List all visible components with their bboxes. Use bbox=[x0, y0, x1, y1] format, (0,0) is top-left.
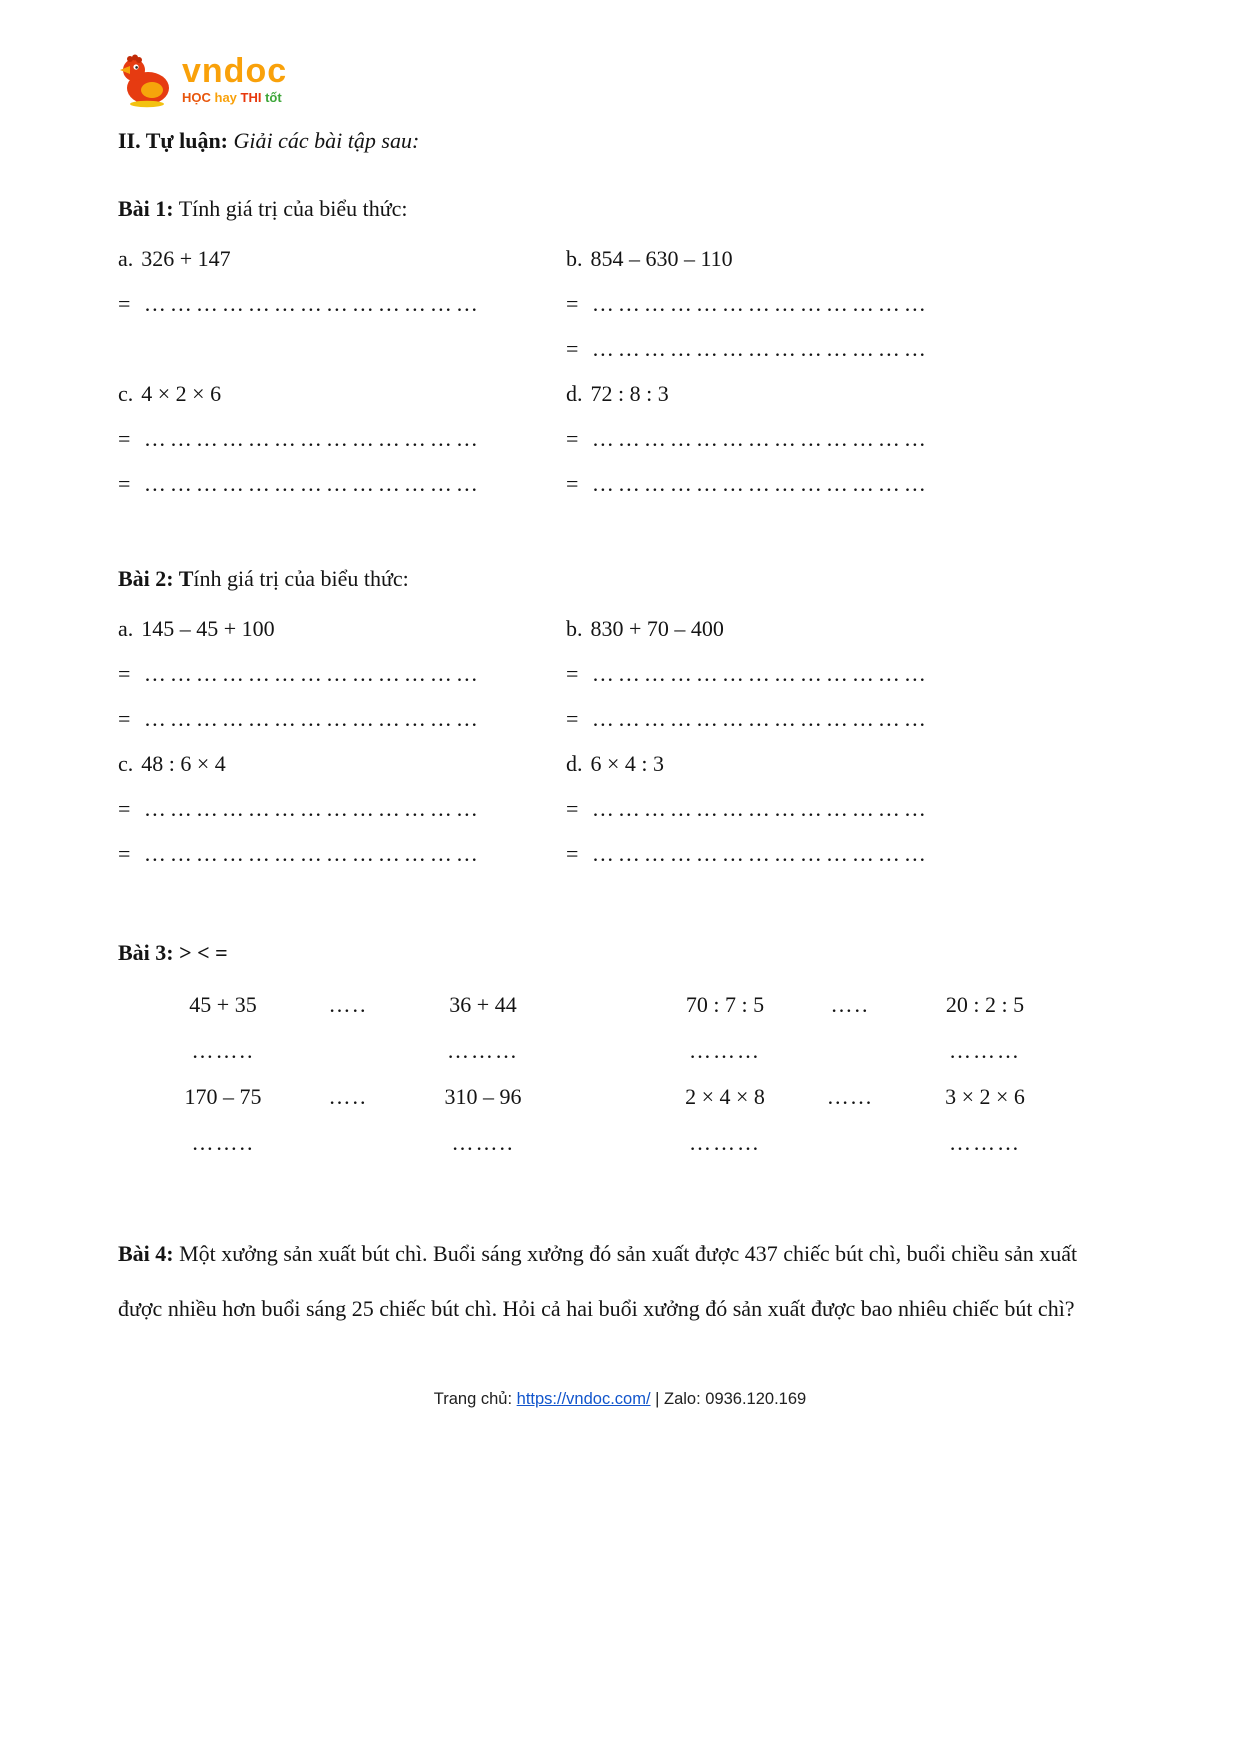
bai2-title bbox=[118, 566, 1122, 592]
comparison-expression: 3 × 2 × 6 bbox=[945, 1084, 1025, 1109]
expression: 6 × 4 : 3 bbox=[590, 751, 665, 776]
answer-line: = ………………………………… bbox=[566, 796, 930, 821]
item-label: c. bbox=[118, 381, 134, 406]
spacer-cell bbox=[800, 1028, 900, 1074]
comparison-expression: 310 – 96 bbox=[444, 1084, 522, 1109]
expression-line bbox=[118, 606, 566, 651]
bai1-title-label: Bài 1: bbox=[118, 196, 174, 221]
bai4-text: Một xưởng sản xuất bút chì. Buổi sáng xưởng đó sản xuất được 437 chiếc bút chì, buổi chiều sản xuất được nhiều hơn buổi sáng 25 chiếc bút chì. Hỏi cả hai buổi xưởng đó sản xuất được bao nhiêu chiếc bút chì? bbox=[118, 1241, 1078, 1321]
answer-line: = ………………………………… bbox=[118, 796, 482, 821]
answer-line: = ………………………………… bbox=[118, 426, 482, 451]
exercise-item-1c bbox=[118, 371, 566, 506]
expression: 854 – 630 – 110 bbox=[590, 246, 733, 271]
exercise-item-2c bbox=[118, 741, 566, 876]
expression-line bbox=[118, 371, 566, 416]
item-label: a. bbox=[118, 246, 134, 271]
section-heading bbox=[118, 128, 1122, 154]
answer-blank: ……… bbox=[689, 1130, 761, 1155]
bai4-problem bbox=[118, 1226, 1122, 1336]
answer-line: = ………………………………… bbox=[118, 841, 482, 866]
comparison-blank: ….. bbox=[328, 1084, 368, 1109]
spacer-cell bbox=[800, 1120, 900, 1166]
comparison-expression: 170 – 75 bbox=[184, 1084, 262, 1109]
expression: 326 + 147 bbox=[141, 246, 231, 271]
expression-line bbox=[566, 236, 1122, 281]
logo-text bbox=[182, 54, 287, 106]
chicken-mascot-icon bbox=[118, 52, 174, 108]
answer-blank: …….. bbox=[191, 1038, 255, 1063]
expression-line bbox=[566, 741, 1122, 786]
exercise-item-1b bbox=[566, 236, 1122, 371]
comparison-expression: 20 : 2 : 5 bbox=[945, 992, 1025, 1017]
answer-blank: ……… bbox=[949, 1038, 1021, 1063]
answer-blank: ……… bbox=[447, 1038, 519, 1063]
bai1-title-text: Tính giá trị của biểu thức: bbox=[173, 196, 408, 221]
expression-line bbox=[566, 606, 1122, 651]
answer-line: = ………………………………… bbox=[566, 291, 930, 316]
item-label: b. bbox=[566, 616, 583, 641]
answer-line: = ………………………………… bbox=[118, 291, 482, 316]
page-footer bbox=[118, 1390, 1122, 1409]
item-label: d. bbox=[566, 381, 583, 406]
expression-line bbox=[566, 371, 1122, 416]
comparison-blank: ….. bbox=[830, 992, 870, 1017]
answer-line: = ………………………………… bbox=[566, 471, 930, 496]
item-label: a. bbox=[118, 616, 134, 641]
logo-brand: vndoc bbox=[182, 52, 288, 91]
bai2-exercises bbox=[118, 606, 1122, 876]
exercise-item-2a bbox=[118, 606, 566, 741]
section-label: II. Tự luận: bbox=[118, 128, 229, 153]
bai2-title-label: Bài 2: T bbox=[118, 566, 194, 591]
answer-line: = ………………………………… bbox=[118, 661, 482, 686]
bai3-comparisons bbox=[118, 982, 1122, 1166]
comparison-expression: 70 : 7 : 5 bbox=[685, 992, 765, 1017]
exercise-item-2d bbox=[566, 741, 1122, 876]
logo-tagline bbox=[182, 90, 287, 106]
exercise-item-1d bbox=[566, 371, 1122, 506]
spacer-cell bbox=[298, 1028, 398, 1074]
comparison-blank: ….. bbox=[328, 992, 368, 1017]
logo-tagline-tot: tốt bbox=[261, 90, 282, 106]
answer-blank: …….. bbox=[451, 1130, 515, 1155]
bai2-title-text: ính giá trị của biểu thức: bbox=[193, 566, 409, 591]
expression: 48 : 6 × 4 bbox=[141, 751, 226, 776]
logo-tagline-hay: hay bbox=[210, 90, 237, 106]
exercise-item-2b bbox=[566, 606, 1122, 741]
homepage-link[interactable]: https://vndoc.com/ bbox=[516, 1390, 651, 1408]
exercise-item-1a bbox=[118, 236, 566, 371]
comparison-expression: 2 × 4 × 8 bbox=[685, 1084, 765, 1109]
expression: 4 × 2 × 6 bbox=[141, 381, 222, 406]
answer-line: = ………………………………… bbox=[118, 471, 482, 496]
item-label: d. bbox=[566, 751, 583, 776]
bai3-title: Bài 3: > < = bbox=[118, 940, 228, 965]
answer-line: = ………………………………… bbox=[566, 426, 930, 451]
expression: 145 – 45 + 100 bbox=[141, 616, 275, 641]
expression-line bbox=[118, 741, 566, 786]
expression: 72 : 8 : 3 bbox=[590, 381, 669, 406]
comparison-expression: 36 + 44 bbox=[449, 992, 517, 1017]
expression-line bbox=[118, 236, 566, 281]
comparison-group-right bbox=[620, 982, 1122, 1166]
spacer-cell bbox=[298, 1120, 398, 1166]
item-label: c. bbox=[118, 751, 134, 776]
answer-line: = ………………………………… bbox=[566, 706, 930, 731]
logo-tagline-thi: THI bbox=[236, 90, 262, 106]
answer-blank: …….. bbox=[191, 1130, 255, 1155]
bai1-title bbox=[118, 196, 1122, 222]
item-label: b. bbox=[566, 246, 583, 271]
footer-prefix: Trang chủ: bbox=[433, 1390, 517, 1408]
expression: 830 + 70 – 400 bbox=[590, 616, 724, 641]
comparison-group-left bbox=[118, 982, 620, 1166]
vndoc-logo bbox=[118, 48, 1122, 112]
logo-tagline-hoc: HỌC bbox=[182, 90, 211, 106]
answer-blank: ……… bbox=[689, 1038, 761, 1063]
answer-line: = ………………………………… bbox=[566, 661, 930, 686]
footer-suffix: | Zalo: 0936.120.169 bbox=[650, 1390, 807, 1408]
answer-line: = ………………………………… bbox=[566, 336, 930, 361]
comparison-blank: …... bbox=[826, 1084, 874, 1109]
answer-line: = ………………………………… bbox=[118, 706, 482, 731]
section-instruction: Giải các bài tập sau: bbox=[228, 128, 420, 153]
bai1-exercises bbox=[118, 236, 1122, 506]
answer-blank: ……… bbox=[949, 1130, 1021, 1155]
comparison-expression: 45 + 35 bbox=[189, 992, 257, 1017]
bai4-label: Bài 4: bbox=[118, 1241, 174, 1266]
answer-line: = ………………………………… bbox=[566, 841, 930, 866]
